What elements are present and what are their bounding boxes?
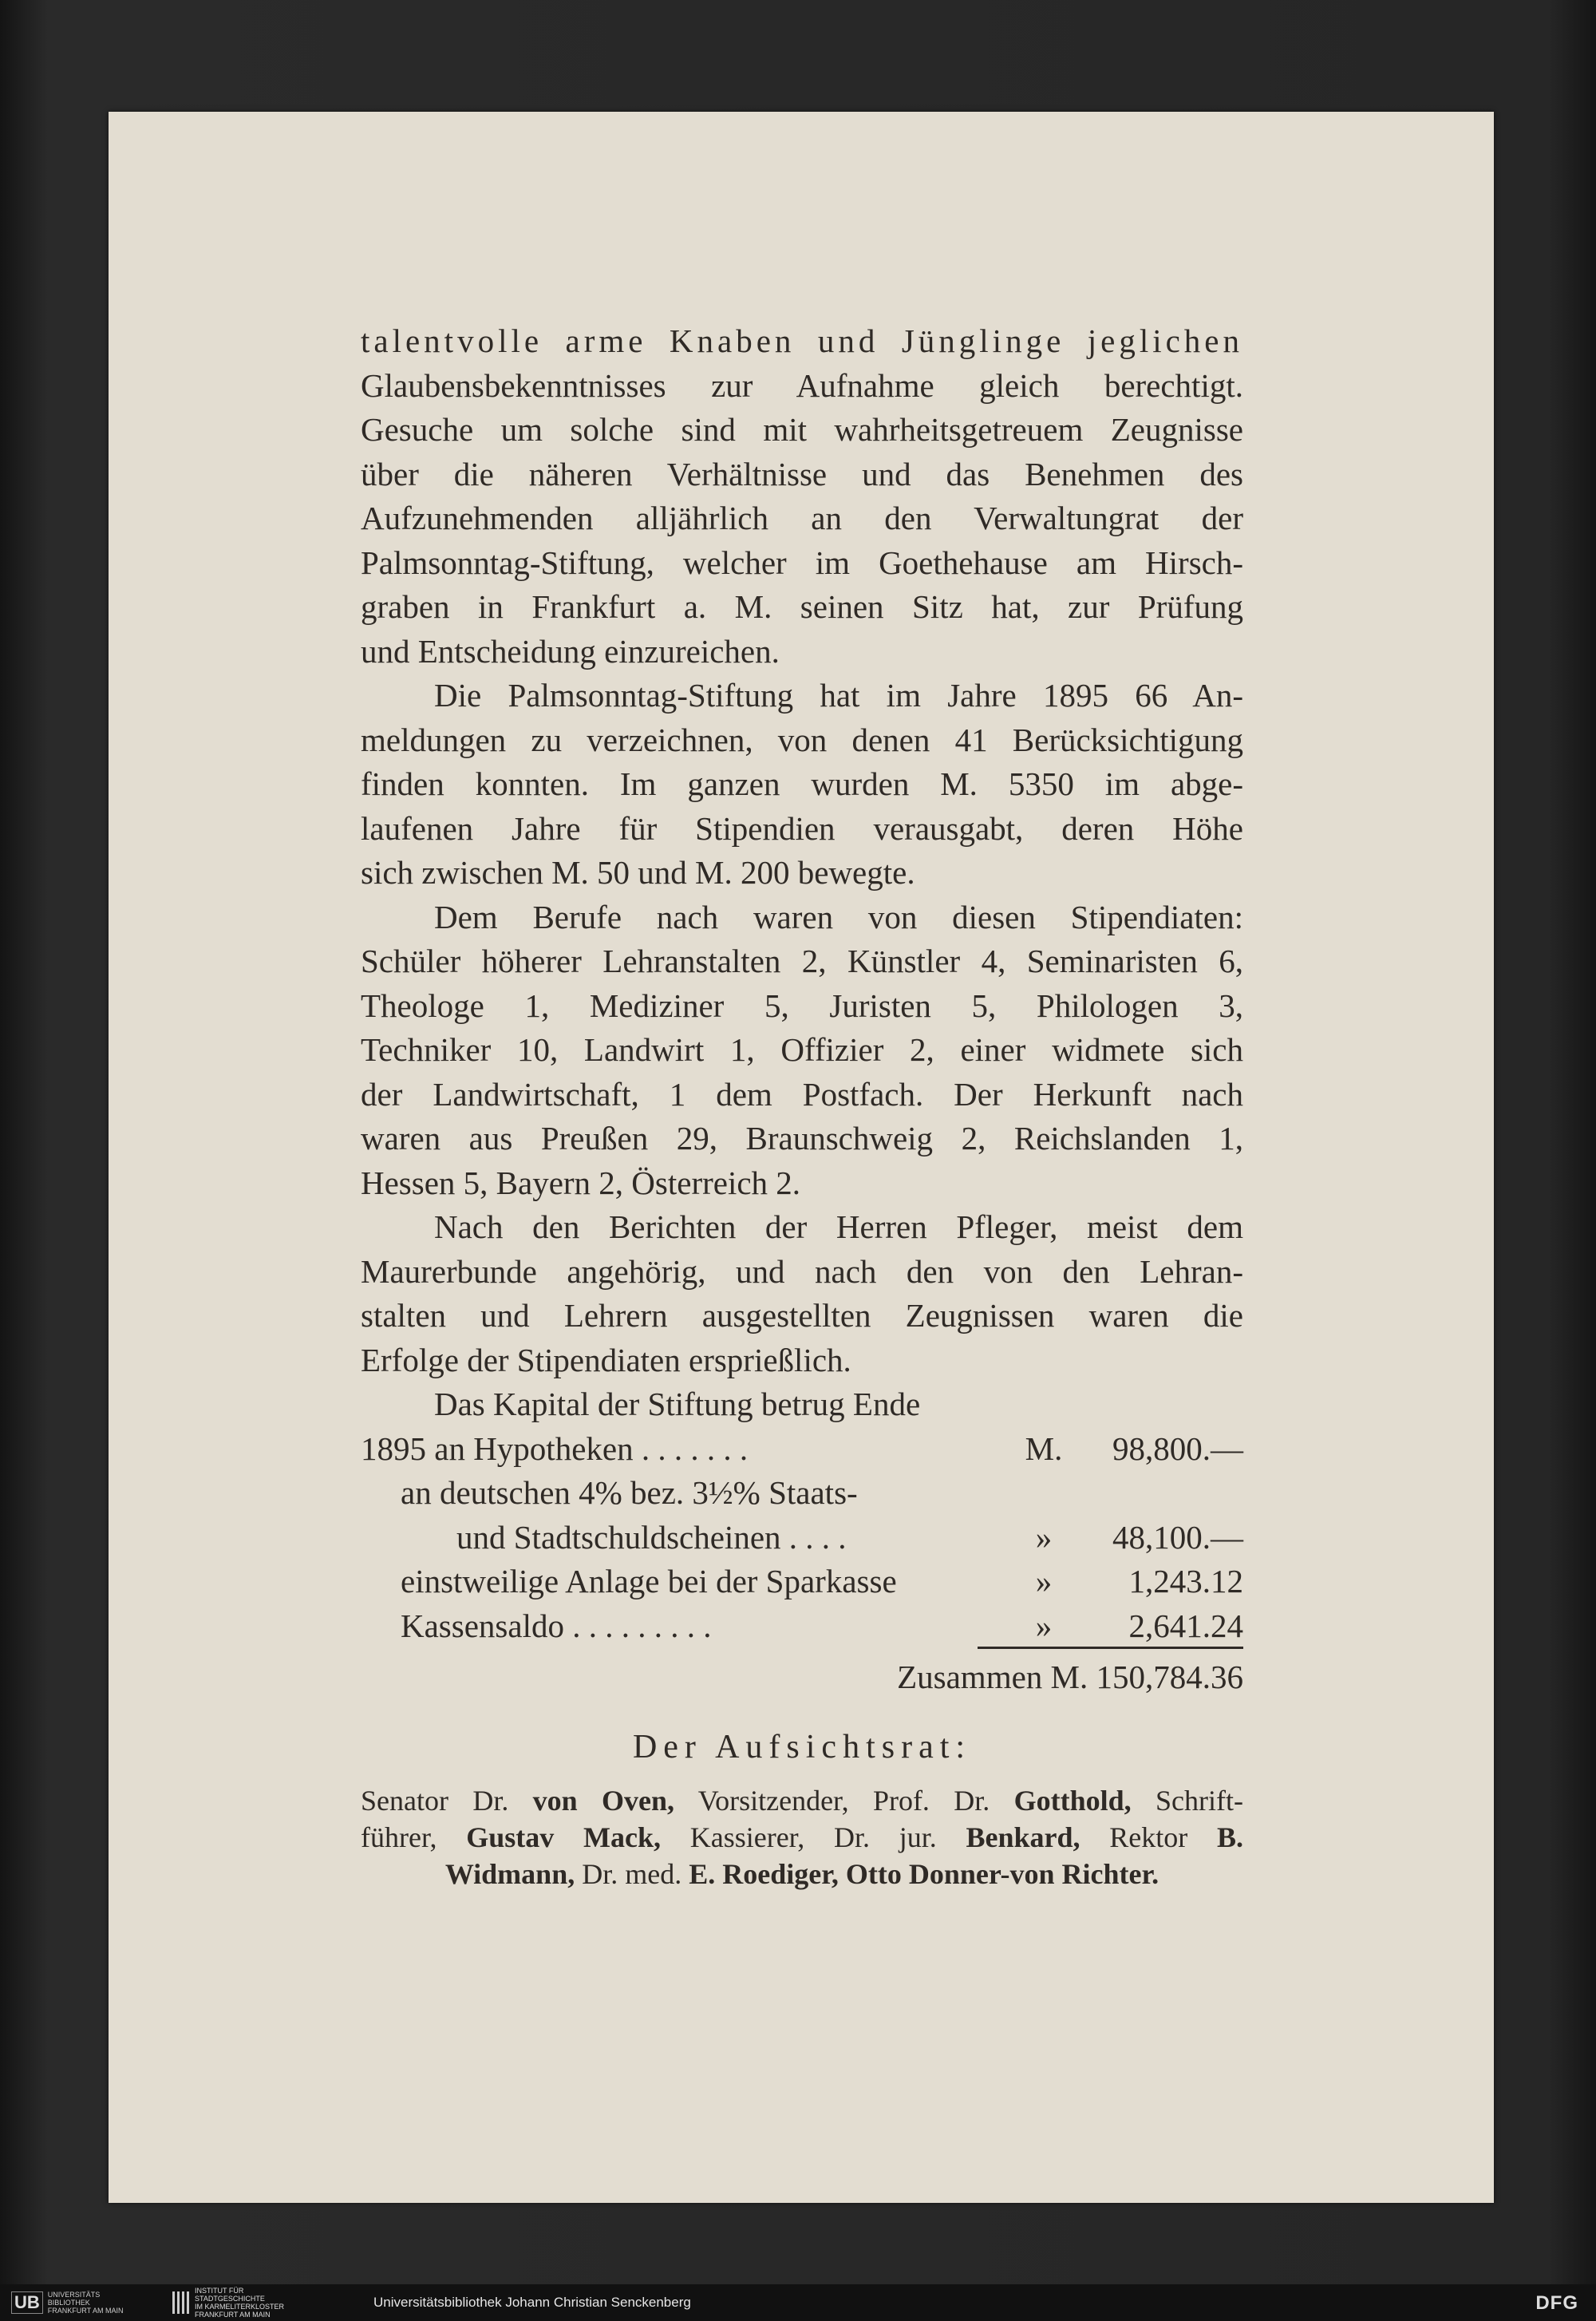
text-line: Das Kapital der Stiftung betrug Ende <box>434 1386 921 1422</box>
paragraph-3 <box>361 896 1243 1206</box>
capital-amount: 2,641.24 <box>1128 1607 1243 1644</box>
board-text: Kassierer, Dr. jur. <box>661 1821 966 1853</box>
text-line: waren aus Preußen 29, Braunschweig 2, Reichslanden 1, <box>361 1120 1243 1157</box>
capital-table <box>361 1427 1243 1702</box>
text-line: Glaubensbekenntnisses zur Aufnahme gleich berechtigt. <box>361 366 1243 404</box>
ub-logo-text: UNIVERSITÄTS BIBLIOTHEK FRANKFURT AM MAIN <box>47 2291 124 2315</box>
text-line: Theologe 1, Mediziner 5, Juristen 5, Philologen 3, <box>361 987 1243 1024</box>
text-line: talentvolle arme Knaben und Jünglinge jeglichen <box>361 322 1243 359</box>
board-text: Vorsitzender, Prof. Dr. <box>674 1785 1014 1817</box>
board-heading: Der Aufsichtsrat: <box>632 1729 972 1765</box>
capital-row <box>361 1427 1243 1472</box>
capital-row <box>361 1471 1243 1516</box>
board-text: Dr. med. <box>575 1858 689 1890</box>
text-line: sich zwischen M. 50 und M. 200 bewegte. <box>361 854 915 891</box>
text-line: graben in Frankfurt a. M. seinen Sitz hat, zur Prüfung <box>361 588 1243 625</box>
text-line: Die Palmsonntag-Stiftung hat im Jahre 1895 66 An- <box>434 677 1243 714</box>
paragraph-2 <box>361 674 1243 896</box>
capital-currency: » <box>1035 1607 1053 1644</box>
capital-label: 1895 an Hypotheken . . . . . . . <box>361 1429 749 1467</box>
capital-label: und Stadtschuldscheinen . . . . <box>456 1518 847 1556</box>
ub-logo-mark: UB <box>11 2291 43 2314</box>
text-line: Erfolge der Stipendiaten ersprießlich. <box>361 1341 851 1378</box>
text-line: Schüler höherer Lehranstalten 2, Künstler 4, Seminaristen 6, <box>361 943 1243 979</box>
capital-currency: » <box>1035 1518 1053 1556</box>
text-line: und Entscheidung einzureichen. <box>361 632 780 670</box>
text-line: stalten und Lehrern ausgestellten Zeugnissen waren die <box>361 1297 1243 1334</box>
viewer-footer <box>0 2284 1596 2321</box>
text-line: Nach den Berichten der Herren Pfleger, meist dem <box>434 1208 1243 1245</box>
library-name-link[interactable]: Universitätsbibliothek Johann Christian Senckenberg <box>373 2295 691 2310</box>
institute-logo-text: INSTITUT FÜR STADTGESCHICHTE IM KARMELITERKLOSTER FRANKFURT AM MAIN <box>195 2287 285 2319</box>
capital-currency: » <box>1035 1563 1053 1599</box>
paragraph-5 <box>361 1382 1243 1427</box>
text-line: Hessen 5, Bayern 2, Österreich 2. <box>361 1164 801 1201</box>
text-line: meldungen zu verzeichnen, von denen 41 Berücksichtigung <box>361 721 1243 758</box>
board-text: Schrift- <box>1131 1785 1243 1817</box>
capital-label: einstweilige Anlage bei der Sparkasse <box>401 1563 897 1599</box>
board-member-name: Otto Donner-von Richter. <box>845 1858 1159 1890</box>
board-line <box>361 1819 1243 1856</box>
capital-row <box>361 1516 1243 1560</box>
sum-rule <box>978 1647 1243 1649</box>
board-text: führer, <box>361 1821 467 1853</box>
text-line: Maurerbunde angehörig, und nach den von den Lehran- <box>361 1252 1243 1290</box>
text-line: Dem Berufe nach waren von diesen Stipendiaten: <box>434 898 1243 935</box>
board-member-name: Benkard, <box>966 1821 1080 1853</box>
board-member-name: von Oven, <box>532 1785 675 1817</box>
board-member-name: Gustav Mack, <box>466 1821 661 1853</box>
board-members <box>361 1782 1243 1892</box>
board-member-name: E. Roediger, <box>689 1858 839 1890</box>
capital-amount: 1,243.12 <box>1128 1563 1243 1599</box>
paragraph-1 <box>361 319 1243 674</box>
text-line: laufenen Jahre für Stipendien verausgabt, deren Höhe <box>361 809 1243 847</box>
capital-currency: M. <box>1025 1429 1063 1467</box>
text-line: Aufzunehmenden alljährlich an den Verwaltungrat der <box>361 500 1243 536</box>
board-line <box>361 1782 1243 1819</box>
text-line: finden konnten. Im ganzen wurden M. 5350 im abge- <box>361 765 1243 802</box>
capital-row <box>361 1560 1243 1604</box>
capital-total-row <box>361 1653 1243 1701</box>
board-line <box>361 1856 1243 1892</box>
ub-logo[interactable] <box>11 2291 123 2315</box>
capital-row <box>361 1604 1243 1649</box>
text-line: Palmsonntag-Stiftung, welcher im Goethehause am Hirsch- <box>361 544 1243 581</box>
board-member-name: Gotthold, <box>1013 1785 1132 1817</box>
capital-amount: 98,800.— <box>1112 1429 1243 1467</box>
text-line: Techniker 10, Landwirt 1, Offizier 2, einer widmete sich <box>361 1031 1243 1068</box>
text-line: Gesuche um solche sind mit wahrheitsgetreuem Zeugnisse <box>361 411 1243 448</box>
board-text: Rektor <box>1080 1821 1217 1853</box>
board-text <box>839 1858 846 1890</box>
board-member-name: B. <box>1216 1821 1243 1853</box>
capital-amount: 48,100.— <box>1112 1518 1243 1556</box>
page-content <box>361 319 1243 1892</box>
capital-label: an deutschen 4% bez. 3½% Staats- <box>401 1474 858 1511</box>
text-line: der Landwirtschaft, 1 dem Postfach. Der Herkunft nach <box>361 1075 1243 1113</box>
capital-total: Zusammen M. 150,784.36 <box>897 1659 1243 1695</box>
text-line: über die näheren Verhältnisse und das Benehmen des <box>361 455 1243 492</box>
institute-logo[interactable] <box>172 2287 285 2319</box>
capital-label: Kassensaldo . . . . . . . . . <box>401 1607 712 1644</box>
paragraph-4 <box>361 1205 1243 1382</box>
dfg-logo[interactable]: DFG <box>1535 2292 1578 2314</box>
board-member-name: Widmann, <box>444 1858 575 1890</box>
institute-logo-icon <box>172 2291 190 2314</box>
board-text: Senator Dr. <box>361 1785 533 1817</box>
